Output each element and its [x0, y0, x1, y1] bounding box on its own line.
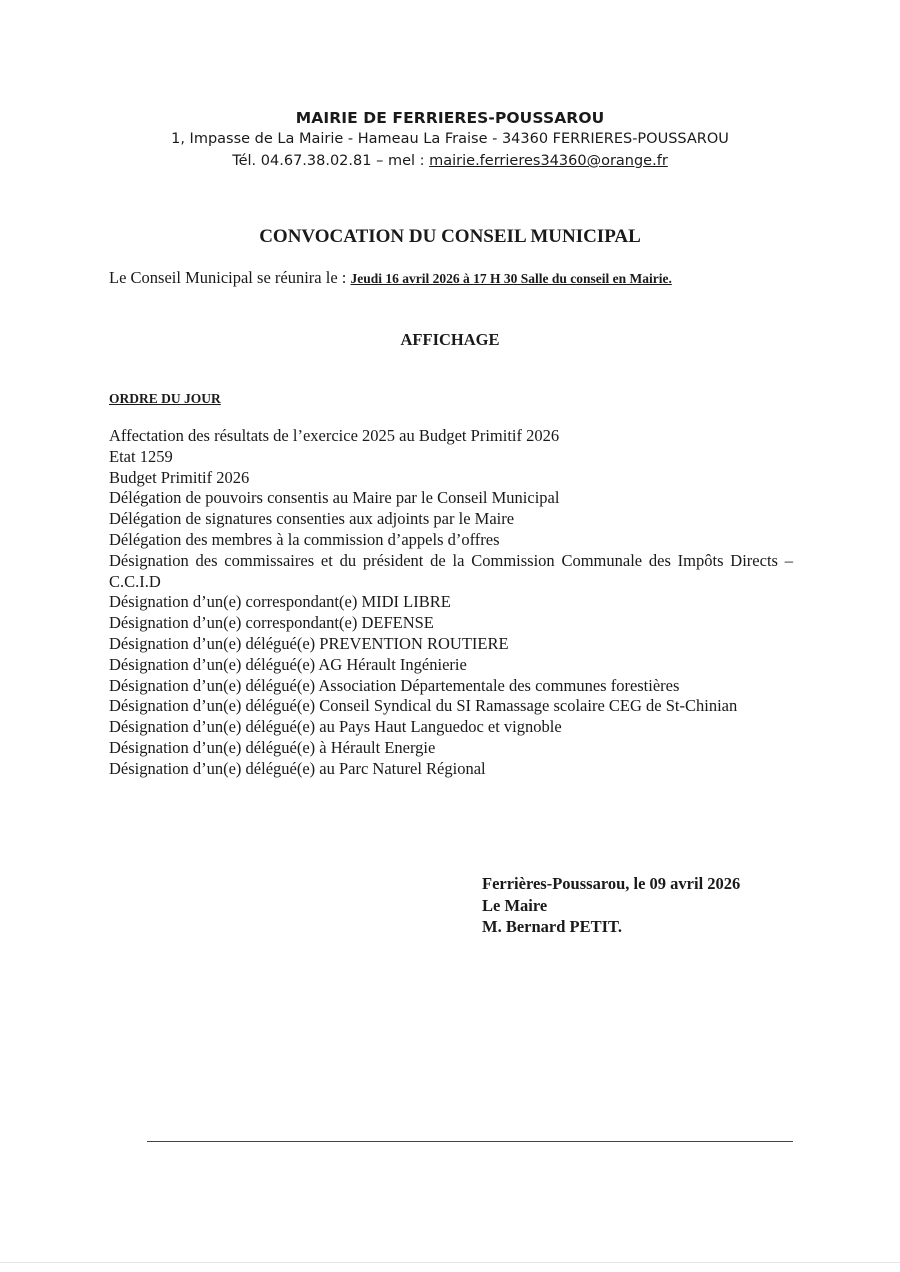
agenda-item: Désignation d’un(e) correspondant(e) DEFENSE — [109, 613, 434, 633]
agenda-item: Désignation des commissaires et du président de la Commission Communale des Impôts Directs – C.C.I.D — [109, 550, 793, 591]
contact-phone: Tél. 04.67.38.02.81 – mel : — [232, 153, 430, 169]
agenda-item: Budget Primitif 2026 — [109, 467, 250, 487]
agenda-item: Désignation d’un(e) délégué(e) PREVENTION ROUTIERE — [109, 633, 509, 653]
agenda-item: Désignation d’un(e) correspondant(e) MIDI LIBRE — [109, 592, 451, 612]
agenda-item: Délégation des membres à la commission d’appels d’offres — [109, 529, 500, 549]
meeting-line — [109, 268, 809, 288]
mairie-contact — [0, 150, 900, 172]
ordre-du-jour-heading: ORDRE DU JOUR — [109, 391, 221, 406]
scan-edge — [0, 1262, 900, 1263]
signature-role: Le Maire — [482, 895, 548, 915]
agenda-item: Affectation des résultats de l’exercice 2025 au Budget Primitif 2026 — [109, 426, 560, 445]
footer-divider — [147, 1141, 793, 1142]
meeting-intro: Le Conseil Municipal se réunira le : — [109, 268, 351, 287]
contact-email-link[interactable]: mairie.ferrieres34360@orange.fr — [429, 153, 668, 169]
meeting-datetime: Jeudi 16 avril 2026 à 17 H 30 Salle du conseil en Mairie. — [350, 271, 672, 286]
mairie-title: MAIRIE DE FERRIERES-POUSSAROU — [295, 109, 605, 127]
agenda-list — [109, 426, 793, 780]
agenda-item: Désignation d’un(e) délégué(e) AG Hérault Ingénierie — [109, 654, 467, 674]
signature-place-date: Ferrières-Poussarou, le 09 avril 2026 — [482, 874, 741, 893]
agenda-item: Désignation d’un(e) délégué(e) au Pays Haut Languedoc et vignoble — [109, 717, 562, 737]
convocation-title: CONVOCATION DU CONSEIL MUNICIPAL — [259, 226, 641, 247]
mairie-address: 1, Impasse de La Mairie - Hameau La Fraise - 34360 FERRIERES-POUSSAROU — [171, 131, 729, 147]
agenda-item: Délégation de signatures consenties aux adjoints par le Maire — [109, 509, 515, 529]
signature-block — [482, 873, 740, 938]
affichage-heading: AFFICHAGE — [400, 330, 500, 349]
agenda-item: Délégation de pouvoirs consentis au Maire par le Conseil Municipal — [109, 488, 560, 508]
agenda-item: Désignation d’un(e) délégué(e) Conseil Syndical du SI Ramassage scolaire CEG de St-Chinian — [109, 696, 738, 716]
agenda-item: Désignation d’un(e) délégué(e) Association Départementale des communes forestières — [109, 675, 680, 695]
agenda-item: Désignation d’un(e) délégué(e) à Hérault Energie — [109, 737, 436, 757]
signature-name: M. Bernard PETIT. — [482, 917, 622, 936]
agenda-item: Etat 1259 — [109, 446, 173, 466]
agenda-item: Désignation d’un(e) délégué(e) au Parc Naturel Régional — [109, 758, 486, 778]
letterhead — [0, 108, 900, 172]
